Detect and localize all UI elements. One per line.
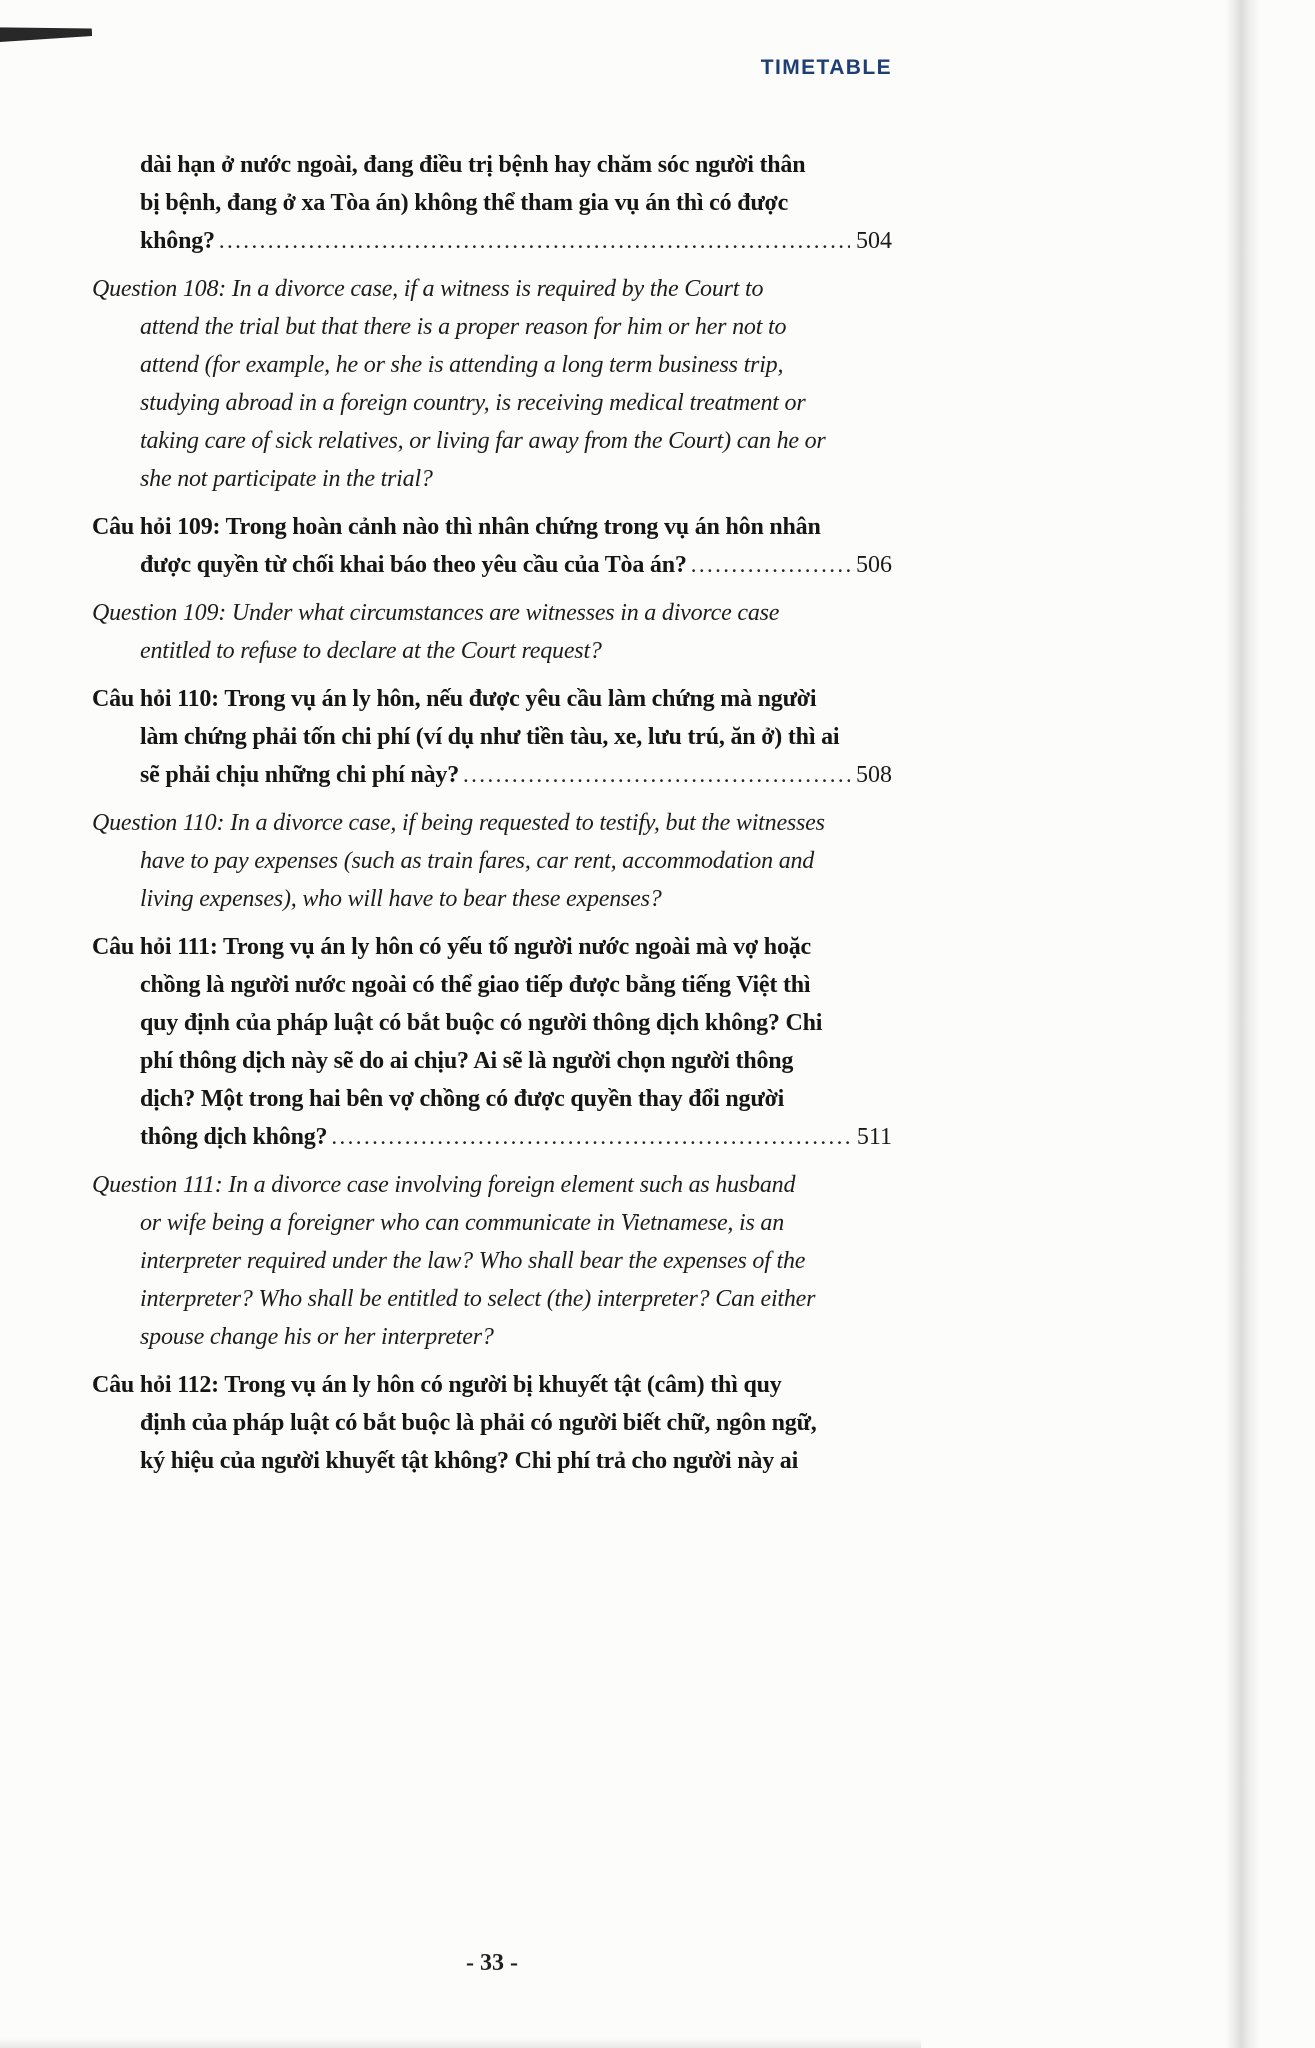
toc-page-ref: 504 [856,228,892,254]
toc-line [92,460,892,498]
toc-entry-question-110 [92,804,892,918]
toc-entry-question-111 [92,1166,892,1356]
toc-line [92,1004,892,1042]
table-of-contents [92,146,892,1490]
toc-line-text: được quyền từ chối khai báo theo yêu cầu của Tòa án? [140,552,687,578]
toc-line [92,756,892,794]
running-header-title: TIMETABLE [760,56,892,79]
toc-line-text: Câu hỏi 110: Trong vụ án ly hôn, nếu được yêu cầu làm chứng mà người [92,686,817,712]
toc-line-text: taking care of sick relatives, or living far away from the Court) can he or [140,428,826,454]
toc-line-text: sẽ phải chịu những chi phí này? [140,762,459,788]
scan-shadow-right-edge [1226,0,1260,2048]
toc-page-ref: 508 [856,762,892,788]
toc-line-text: Câu hỏi 112: Trong vụ án ly hôn có người bị khuyết tật (câm) thì quy [92,1372,782,1398]
toc-line-text: interpreter? Who shall be entitled to select (the) interpreter? Can either [140,1286,816,1312]
toc-line-text: bị bệnh, đang ở xa Tòa án) không thể tham gia vụ án thì có được [140,190,789,216]
toc-line [92,1042,892,1080]
dot-leader [691,546,850,584]
toc-line [92,546,892,584]
scan-artifact-top-left [0,25,92,43]
toc-line [92,346,892,384]
toc-page-ref: 506 [856,552,892,578]
toc-line [92,718,892,756]
dot-leader [331,1118,851,1156]
toc-line-text: phí thông dịch này sẽ do ai chịu? Ai sẽ là người chọn người thông [140,1048,794,1074]
toc-line-text: ký hiệu của người khuyết tật không? Chi phí trả cho người này ai [140,1448,799,1474]
toc-line [92,1118,892,1156]
toc-line [92,146,892,184]
running-header [92,56,892,80]
toc-line [92,1204,892,1242]
toc-line [92,308,892,346]
toc-line [92,222,892,260]
toc-line [92,270,892,308]
toc-line-text: thông dịch không? [140,1124,328,1150]
toc-entry-question-108 [92,270,892,498]
toc-line [92,508,892,546]
toc-entry-question-109 [92,594,892,670]
toc-line-text: spouse change his or her interpreter? [140,1324,494,1350]
toc-line-text: làm chứng phải tốn chi phí (ví dụ như tiền tàu, xe, lưu trú, ăn ở) thì ai [140,724,840,750]
toc-line [92,1366,892,1404]
toc-line [92,1280,892,1318]
toc-entry-cau-hoi-111 [92,928,892,1156]
toc-line [92,1318,892,1356]
toc-line-text: interpreter required under the law? Who shall bear the expenses of the [140,1248,806,1274]
toc-line [92,384,892,422]
scan-shadow-bottom-edge [0,2038,921,2048]
toc-line-text: have to pay expenses (such as train fares, car rent, accommodation and [140,848,815,874]
toc-line [92,594,892,632]
dot-leader [219,222,850,260]
toc-line [92,184,892,222]
toc-line [92,1404,892,1442]
toc-line-text: Question 109: Under what circumstances are witnesses in a divorce case [92,600,780,626]
toc-line [92,1166,892,1204]
toc-line-text: quy định của pháp luật có bắt buộc có người thông dịch không? Chi [140,1010,823,1036]
page-number: - 33 - [466,1950,518,1976]
toc-line [92,422,892,460]
toc-entry-cau-hoi-109 [92,508,892,584]
toc-line [92,880,892,918]
toc-line-text: Câu hỏi 111: Trong vụ án ly hôn có yếu tố người nước ngoài mà vợ hoặc [92,934,811,960]
page-footer [92,1950,892,1977]
toc-line [92,680,892,718]
toc-line [92,1242,892,1280]
toc-entry-cau-hoi-112 [92,1366,892,1480]
toc-entry-cau-hoi-108-continued [92,146,892,260]
toc-line-text: or wife being a foreigner who can communicate in Vietnamese, is an [140,1210,785,1236]
toc-line-text: Question 110: In a divorce case, if being requested to testify, but the witnesses [92,810,825,836]
toc-line [92,842,892,880]
toc-page-ref: 511 [856,1124,892,1150]
toc-line-text: dài hạn ở nước ngoài, đang điều trị bệnh hay chăm sóc người thân [140,152,806,178]
toc-line [92,928,892,966]
toc-line-text: attend the trial but that there is a proper reason for him or her not to [140,314,787,340]
toc-line-text: không? [140,228,215,254]
toc-line-text: dịch? Một trong hai bên vợ chồng có được quyền thay đổi người [140,1086,785,1112]
toc-line-text: attend (for example, he or she is attending a long term business trip, [140,352,784,378]
toc-line-text: Question 111: In a divorce case involving foreign element such as husband [92,1172,796,1198]
toc-line-text: entitled to refuse to declare at the Court request? [140,638,602,664]
toc-line-text: she not participate in the trial? [140,466,433,492]
toc-line [92,804,892,842]
toc-line [92,1442,892,1480]
toc-line-text: Câu hỏi 109: Trong hoàn cảnh nào thì nhân chứng trong vụ án hôn nhân [92,514,821,540]
toc-entry-cau-hoi-110 [92,680,892,794]
toc-line [92,632,892,670]
toc-line [92,1080,892,1118]
toc-line-text: studying abroad in a foreign country, is receiving medical treatment or [140,390,806,416]
toc-line-text: chồng là người nước ngoài có thể giao tiếp được bằng tiếng Việt thì [140,972,811,998]
toc-line [92,966,892,1004]
toc-line-text: living expenses), who will have to bear these expenses? [140,886,662,912]
dot-leader [463,756,850,794]
toc-line-text: Question 108: In a divorce case, if a witness is required by the Court to [92,276,764,302]
toc-line-text: định của pháp luật có bắt buộc là phải có người biết chữ, ngôn ngữ, [140,1410,817,1436]
